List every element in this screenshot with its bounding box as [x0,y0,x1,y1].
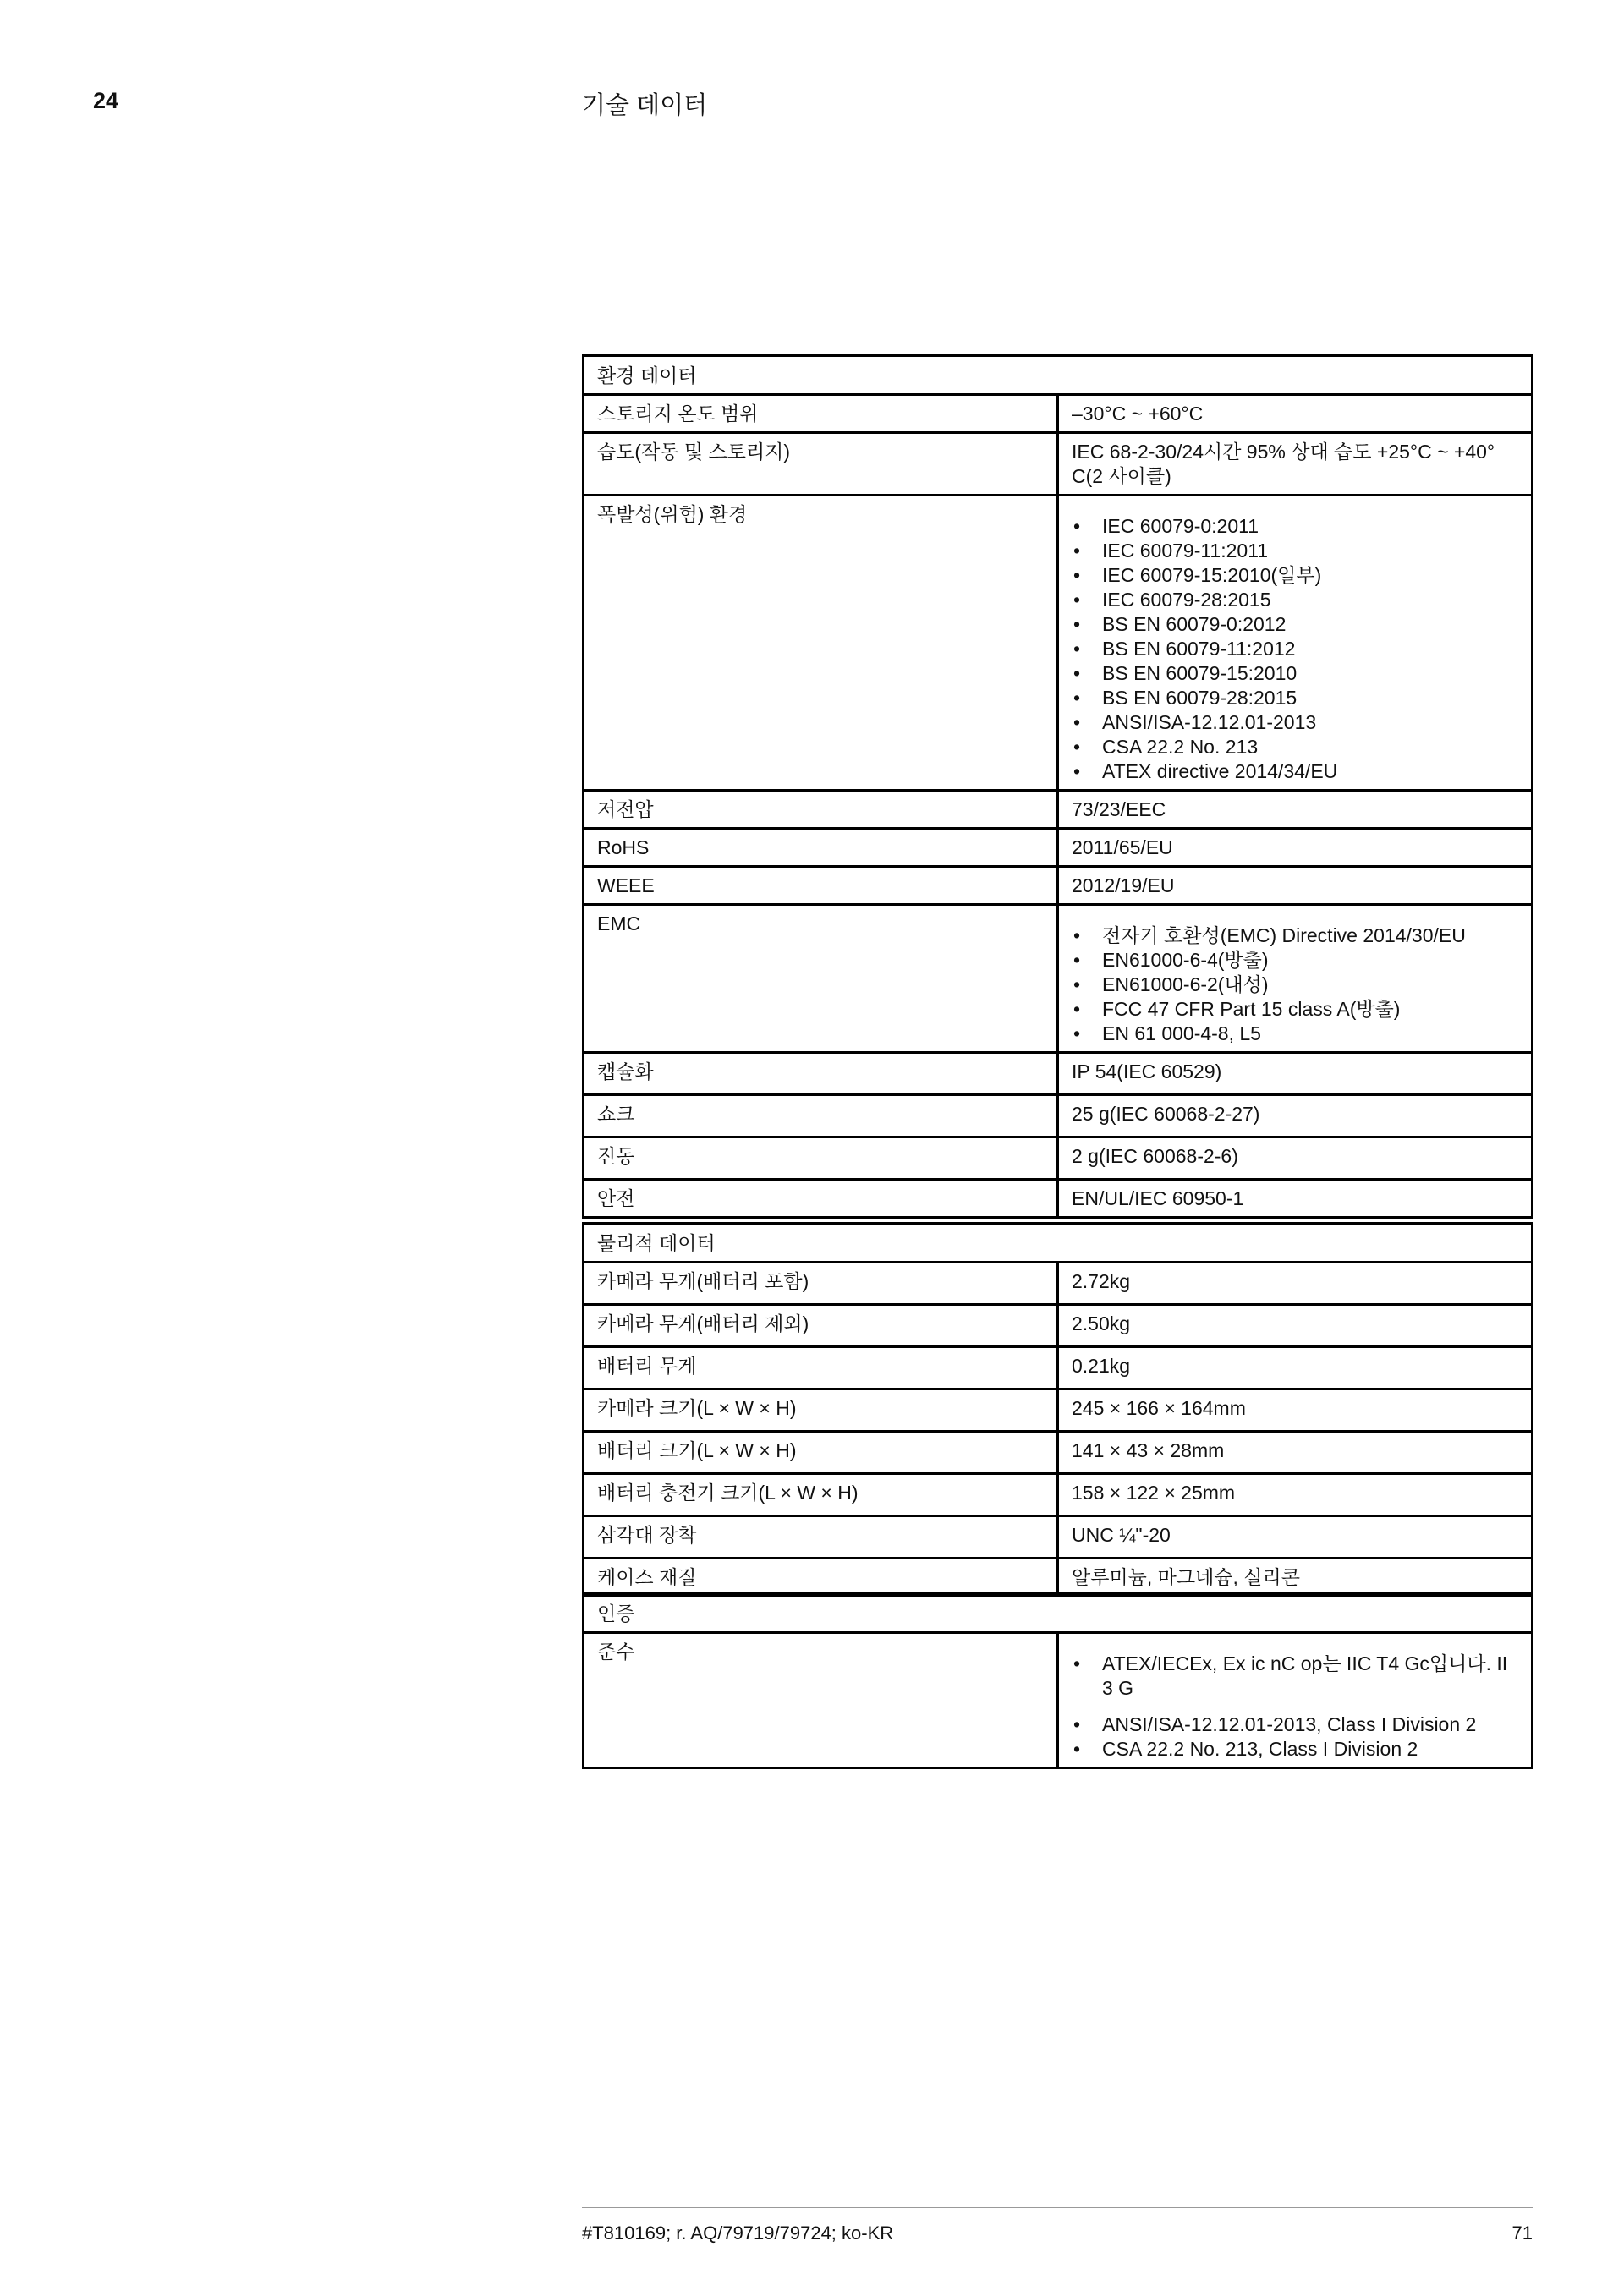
compliance-list [1072,1652,1520,1762]
row-value: 2.72kg [1058,1263,1533,1305]
certification-table [582,1592,1533,1769]
environment-data-table [582,354,1533,1219]
list-item: • IEC 60079-0:2011 [1072,514,1520,539]
table-row [584,905,1533,1053]
row-label: 안전 [584,1180,1058,1218]
row-label: RoHS [584,829,1058,867]
row-value [1058,496,1533,791]
table-row [584,395,1533,433]
row-value: 알루미늄, 마그네슘, 실리콘 [1058,1559,1533,1597]
list-item: • BS EN 60079-15:2010 [1072,661,1520,686]
row-label: 쇼크 [584,1095,1058,1137]
table-row [584,1389,1533,1432]
row-label: 저전압 [584,791,1058,829]
row-label: WEEE [584,867,1058,905]
row-value: IP 54(IEC 60529) [1058,1053,1533,1095]
list-item: • ATEX/IECEx, Ex ic nC op는 IIC T4 Gc입니다. II 3 G [1072,1652,1520,1701]
row-label: 캡슐화 [584,1053,1058,1095]
row-label: 배터리 크기(L × W × H) [584,1432,1058,1474]
physical-section-title: 물리적 데이터 [584,1224,1533,1263]
environment-section-title: 환경 데이터 [584,356,1533,395]
list-item: • IEC 60079-15:2010(일부) [1072,563,1520,588]
emc-list [1072,923,1520,1046]
table-row [584,829,1533,867]
list-item: • BS EN 60079-11:2012 [1072,637,1520,661]
row-value: 2012/19/EU [1058,867,1533,905]
physical-data-table [582,1222,1533,1597]
row-value: 158 × 122 × 25mm [1058,1474,1533,1516]
row-label: 카메라 무게(배터리 제외) [584,1305,1058,1347]
row-label: 습도(작동 및 스토리지) [584,433,1058,496]
row-value: 73/23/EEC [1058,791,1533,829]
list-item: • CSA 22.2 No. 213 [1072,735,1520,759]
row-value: 245 × 166 × 164mm [1058,1389,1533,1432]
table-row [584,1095,1533,1137]
chapter-title: 기술 데이터 [582,92,708,119]
table-row [584,1474,1533,1516]
certification-section-title: 인증 [584,1594,1533,1633]
row-label: 카메라 무게(배터리 포함) [584,1263,1058,1305]
row-value [1058,1633,1533,1768]
list-item: • BS EN 60079-0:2012 [1072,612,1520,637]
table-row [584,867,1533,905]
page-number: 71 [1512,2222,1533,2244]
document-id: #T810169; r. AQ/79719/79724; ko-KR [582,2222,894,2244]
row-label: 배터리 충전기 크기(L × W × H) [584,1474,1058,1516]
list-item: • IEC 60079-11:2011 [1072,539,1520,563]
row-value: UNC ¼"-20 [1058,1516,1533,1559]
table-row [584,1053,1533,1095]
table-row [584,496,1533,791]
row-value: 2011/65/EU [1058,829,1533,867]
list-item: • BS EN 60079-28:2015 [1072,686,1520,710]
row-label: 배터리 무게 [584,1347,1058,1389]
standards-list [1072,514,1520,784]
row-label: EMC [584,905,1058,1053]
row-value: 2 g(IEC 60068-2-6) [1058,1137,1533,1180]
footer-divider [582,2207,1533,2208]
table-row [584,1263,1533,1305]
list-item: • ATEX directive 2014/34/EU [1072,759,1520,784]
row-label: 삼각대 장착 [584,1516,1058,1559]
list-item: • IEC 60079-28:2015 [1072,588,1520,612]
table-row [584,1305,1533,1347]
row-value [1058,905,1533,1053]
list-item: • 전자기 호환성(EMC) Directive 2014/30/EU [1072,923,1520,948]
row-value: IEC 68-2-30/24시간 95% 상대 습도 +25°C ~ +40° C(2 사이클) [1058,433,1533,496]
row-label: 폭발성(위험) 환경 [584,496,1058,791]
list-item: • EN61000-6-4(방출) [1072,948,1520,973]
list-item: • EN 61 000-4-8, L5 [1072,1022,1520,1046]
table-row [584,1559,1533,1597]
row-value: –30°C ~ +60°C [1058,395,1533,433]
chapter-number: 24 [93,88,119,113]
table-row [584,1137,1533,1180]
row-value: 2.50kg [1058,1305,1533,1347]
row-value: 25 g(IEC 60068-2-27) [1058,1095,1533,1137]
list-item: • ANSI/ISA-12.12.01-2013 [1072,710,1520,735]
row-value: 0.21kg [1058,1347,1533,1389]
table-row [584,1633,1533,1768]
table-row [584,1347,1533,1389]
list-item: • EN61000-6-2(내성) [1072,973,1520,997]
row-label: 진동 [584,1137,1058,1180]
row-label: 카메라 크기(L × W × H) [584,1389,1058,1432]
table-row [584,1180,1533,1218]
list-item: • FCC 47 CFR Part 15 class A(방출) [1072,997,1520,1022]
row-label: 케이스 재질 [584,1559,1058,1597]
row-value: 141 × 43 × 28mm [1058,1432,1533,1474]
table-row [584,791,1533,829]
table-row [584,1432,1533,1474]
table-row [584,433,1533,496]
row-value: EN/UL/IEC 60950-1 [1058,1180,1533,1218]
row-label: 준수 [584,1633,1058,1768]
list-item: • ANSI/ISA-12.12.01-2013, Class I Division 2 [1072,1712,1520,1737]
table-row [584,1516,1533,1559]
list-item: • CSA 22.2 No. 213, Class I Division 2 [1072,1737,1520,1762]
row-label: 스토리지 온도 범위 [584,395,1058,433]
